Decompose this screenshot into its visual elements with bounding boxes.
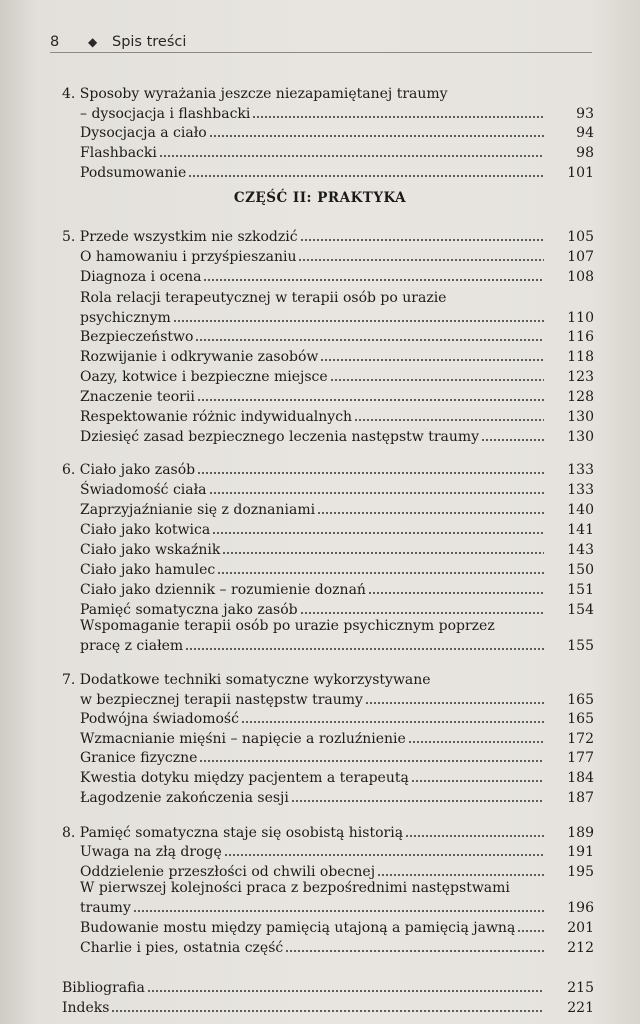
toc-entry-title: traumy: [80, 900, 131, 916]
toc-entry-title: Diagnoza i ocena: [80, 269, 202, 285]
dot-leader: [209, 491, 544, 495]
toc-entry-title: Granice fizyczne: [80, 750, 198, 766]
toc-entry[interactable]: [80, 540, 594, 560]
dot-leader: [222, 551, 544, 555]
dot-leader: [133, 909, 544, 913]
toc-entry-title: Oazy, kotwice i bezpieczne miejsce: [80, 369, 328, 385]
dot-leader: [185, 647, 544, 651]
dot-leader: [217, 571, 544, 575]
toc-entry-title: Rozwijanie i odkrywanie zasobów: [80, 349, 319, 365]
toc-page-number: 177: [567, 750, 594, 766]
toc-page-number: 165: [567, 692, 594, 708]
toc-entry-title: Świadomość ciała: [80, 482, 207, 498]
toc-entry[interactable]: [62, 227, 594, 247]
toc-page-number: 101: [567, 165, 594, 181]
toc-entry[interactable]: [80, 768, 594, 788]
toc-page-number: 215: [567, 980, 594, 996]
part-heading: CZĘŚĆ II: PRAKTYKA: [233, 190, 407, 206]
toc-page-number: 118: [567, 349, 594, 365]
toc-entry[interactable]: [80, 480, 594, 500]
toc-entry-title: pracę z ciałem: [80, 638, 184, 654]
toc-entry-first-line: 4. Sposoby wyrażania jeszcze niezapamiętanej traumy: [62, 86, 448, 102]
toc-entry[interactable]: [80, 123, 594, 143]
toc-entry[interactable]: [80, 918, 594, 938]
toc-entry[interactable]: [62, 823, 594, 843]
toc-entry[interactable]: [80, 308, 594, 328]
page-number: 8: [50, 34, 60, 50]
toc-page-number: 130: [567, 429, 594, 445]
toc-page-number: 133: [567, 482, 594, 498]
toc-entry-title: Respektowanie różnic indywidualnych: [80, 409, 353, 425]
toc-entry-title: O hamowaniu i przyśpieszaniu: [80, 249, 297, 265]
toc-page-number: 130: [567, 409, 594, 425]
dot-leader: [300, 611, 544, 615]
toc-entry[interactable]: [80, 898, 594, 918]
dot-leader: [197, 398, 544, 402]
dot-leader: [298, 258, 544, 262]
toc-page-number: 143: [567, 542, 594, 558]
toc-entry[interactable]: [80, 560, 594, 580]
toc-page-number: 195: [567, 864, 594, 880]
dot-leader: [517, 929, 544, 933]
running-title: Spis treści: [112, 34, 187, 50]
toc-entry-first-line: Rola relacji terapeutycznej w terapii osób po urazie: [80, 290, 447, 306]
dot-leader: [195, 338, 544, 342]
dot-leader: [159, 154, 544, 158]
toc-entry-title: Wzmacnianie mięśni – napięcie a rozluźnienie: [80, 731, 406, 747]
dot-leader: [197, 471, 544, 475]
toc-entry-title: Ciało jako dziennik – rozumienie doznań: [80, 582, 366, 598]
toc-entry[interactable]: [80, 748, 594, 768]
toc-entry-title: Ciało jako hamulec: [80, 562, 216, 578]
toc-entry[interactable]: [80, 500, 594, 520]
dot-leader: [203, 278, 544, 282]
toc-entry[interactable]: [80, 520, 594, 540]
dot-leader: [377, 873, 544, 877]
toc-entry-title: 6. Ciało jako zasób: [62, 462, 196, 478]
toc-page-number: 93: [576, 106, 594, 122]
toc-page-number: 191: [567, 844, 594, 860]
dot-leader: [209, 134, 544, 138]
toc-page-number: 116: [567, 329, 594, 345]
toc-entry-title: Ciało jako kotwica: [80, 522, 211, 538]
toc-entry[interactable]: [80, 143, 594, 163]
toc-entry-title: Flashbacki: [80, 145, 157, 161]
toc-page-number: 150: [567, 562, 594, 578]
toc-entry-first-line: Wspomaganie terapii osób po urazie psychicznym poprzez: [80, 618, 495, 634]
toc-page-number: 151: [567, 582, 594, 598]
toc-entry-title: 8. Pamięć somatyczna staje się osobistą historią: [62, 825, 404, 841]
toc-entry[interactable]: [80, 247, 594, 267]
toc-entry[interactable]: [80, 387, 594, 407]
toc-entry[interactable]: [80, 636, 594, 656]
dot-leader: [405, 834, 544, 838]
toc-page-number: 105: [567, 229, 594, 245]
toc-entry[interactable]: [80, 580, 594, 600]
toc-page-number: 123: [567, 369, 594, 385]
toc-entry[interactable]: [80, 347, 594, 367]
dot-leader: [241, 720, 544, 724]
dot-leader: [368, 591, 544, 595]
toc-entry-title: Budowanie mostu między pamięcią utajoną a pamięcią jawną: [80, 920, 516, 936]
dot-leader: [224, 853, 544, 857]
dot-leader: [291, 799, 544, 803]
toc-page-number: 221: [567, 1000, 594, 1016]
toc-entry-first-line: 7. Dodatkowe techniki somatyczne wykorzystywane: [62, 672, 431, 688]
toc-entry-title: Dysocjacja a ciało: [80, 125, 207, 141]
toc-page-number: 165: [567, 711, 594, 727]
toc-entry-title: Bezpieczeństwo: [80, 329, 194, 345]
toc-entry-title: Uwaga na złą drogę: [80, 844, 222, 860]
toc-entry[interactable]: [80, 427, 594, 447]
dot-leader: [320, 358, 544, 362]
toc-entry[interactable]: [80, 938, 594, 958]
toc-entry[interactable]: [80, 788, 594, 808]
toc-entry[interactable]: [80, 690, 594, 710]
toc-page-number: 172: [567, 731, 594, 747]
toc-entry[interactable]: [80, 163, 594, 183]
toc-entry-title: Łagodzenie zakończenia sesji: [80, 790, 289, 806]
toc-entry-title: w bezpiecznej terapii następstw traumy: [80, 692, 363, 708]
toc-entry[interactable]: [62, 998, 594, 1018]
toc-entry-title: Indeks: [62, 1000, 110, 1016]
toc-page-number: 196: [567, 900, 594, 916]
toc-page-number: 155: [567, 638, 594, 654]
toc-entry-title: Kwestia dotyku między pacjentem a terapeutą: [80, 770, 409, 786]
toc-page-number: 110: [567, 310, 594, 326]
toc-entry-title: Bibliografia: [62, 980, 145, 996]
toc-page-number: 187: [567, 790, 594, 806]
dot-leader: [285, 949, 544, 953]
toc-page-number: 98: [576, 145, 594, 161]
dot-leader: [252, 115, 544, 119]
toc-entry[interactable]: [62, 978, 594, 998]
toc-page-number: 133: [567, 462, 594, 478]
toc-entry[interactable]: [62, 460, 594, 480]
dot-leader: [481, 438, 544, 442]
toc-entry-title: Oddzielenie przeszłości od chwili obecnej: [80, 864, 376, 880]
toc-entry[interactable]: [80, 327, 594, 347]
toc-entry-title: Podsumowanie: [80, 165, 187, 181]
toc-entry-title: 5. Przede wszystkim nie szkodzić: [62, 229, 298, 245]
toc-page-number: 184: [567, 770, 594, 786]
dot-leader: [111, 1009, 544, 1013]
dot-leader: [354, 418, 544, 422]
toc-page-number: 140: [567, 502, 594, 518]
toc-page-number: 189: [567, 825, 594, 841]
toc-page-number: 141: [567, 522, 594, 538]
toc-page-number: 108: [567, 269, 594, 285]
toc-entry-title: Podwójna świadomość: [80, 711, 239, 727]
dot-leader: [173, 319, 544, 323]
toc-page-number: 94: [576, 125, 594, 141]
toc-entry[interactable]: [80, 104, 594, 124]
toc-entry-title: Dziesięć zasad bezpiecznego leczenia następstw traumy: [80, 429, 480, 445]
toc-entry-first-line: W pierwszej kolejności praca z bezpośrednimi następstwami: [80, 880, 510, 896]
dot-leader: [317, 511, 544, 515]
dot-leader: [330, 378, 544, 382]
dot-leader: [408, 740, 544, 744]
diamond-icon: ◆: [88, 35, 98, 49]
toc-entry-title: Pamięć somatyczna jako zasób: [80, 602, 298, 618]
toc-entry-title: Charlie i pies, ostatnia część: [80, 940, 284, 956]
toc-entry-title: Ciało jako wskaźnik: [80, 542, 221, 558]
dot-leader: [212, 531, 544, 535]
toc-entry[interactable]: [80, 842, 594, 862]
dot-leader: [147, 989, 544, 993]
toc-entry[interactable]: [80, 407, 594, 427]
toc-page-number: 201: [567, 920, 594, 936]
toc-page-number: 154: [567, 602, 594, 618]
toc-entry[interactable]: [80, 367, 594, 387]
toc-entry[interactable]: [80, 729, 594, 749]
toc-entry-title: – dysocjacja i flashbacki: [80, 106, 251, 122]
dot-leader: [411, 779, 544, 783]
toc-entry[interactable]: [80, 267, 594, 287]
toc-page-number: 212: [567, 940, 594, 956]
toc-entry-title: Znaczenie teorii: [80, 389, 195, 405]
dot-leader: [199, 759, 544, 763]
toc-entry[interactable]: [80, 709, 594, 729]
toc-entry-title: psychicznym: [80, 310, 171, 326]
toc-page-number: 128: [567, 389, 594, 405]
dot-leader: [365, 701, 544, 705]
toc-page-number: 107: [567, 249, 594, 265]
toc-entry-title: Zaprzyjaźnianie się z doznaniami: [80, 502, 316, 518]
dot-leader: [188, 174, 544, 178]
dot-leader: [300, 238, 544, 242]
